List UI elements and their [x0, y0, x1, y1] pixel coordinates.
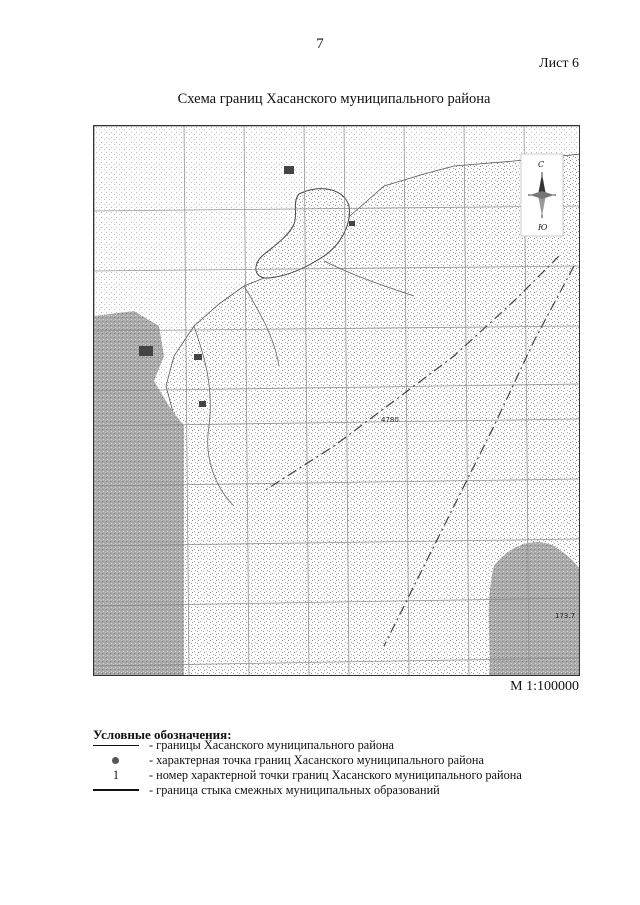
compass-rose [521, 154, 563, 236]
legend-number-symbol: 1 [112, 768, 120, 782]
map-scale: М 1:100000 [510, 679, 579, 694]
legend-item-text: - границы Хасанского муниципального района [149, 738, 395, 752]
compass-north-label: С [538, 160, 545, 169]
legend-item-text: - граница стыка смежных муниципальных образований [149, 783, 440, 797]
legend-dot-symbol [93, 753, 139, 768]
legend-item-point [93, 753, 593, 768]
sheet-label: Лист 6 [539, 56, 579, 71]
legend-heading: Условные обозначения: [93, 727, 232, 742]
map-title: Схема границ Хасанского муниципального района [177, 91, 491, 107]
legend-item-boundary [93, 738, 593, 753]
legend-item-point-number [93, 768, 593, 783]
spot-height-label: 173.7 [555, 612, 576, 620]
spot-height-label: 4780 [381, 416, 399, 424]
map-frame [93, 125, 580, 676]
legend-line-symbol [93, 738, 139, 753]
legend-item-text: - характерная точка границ Хасанского муниципального района [149, 753, 484, 767]
legend-thick-line-symbol [93, 783, 139, 798]
compass-south-label: Ю [538, 223, 548, 232]
page-number: 7 [316, 36, 324, 52]
legend-item-text: - номер характерной точки границ Хасанского муниципального района [149, 768, 522, 782]
southeast-shaded-area [489, 542, 580, 676]
map-canvas [94, 126, 580, 676]
legend-item-junction [93, 783, 593, 798]
